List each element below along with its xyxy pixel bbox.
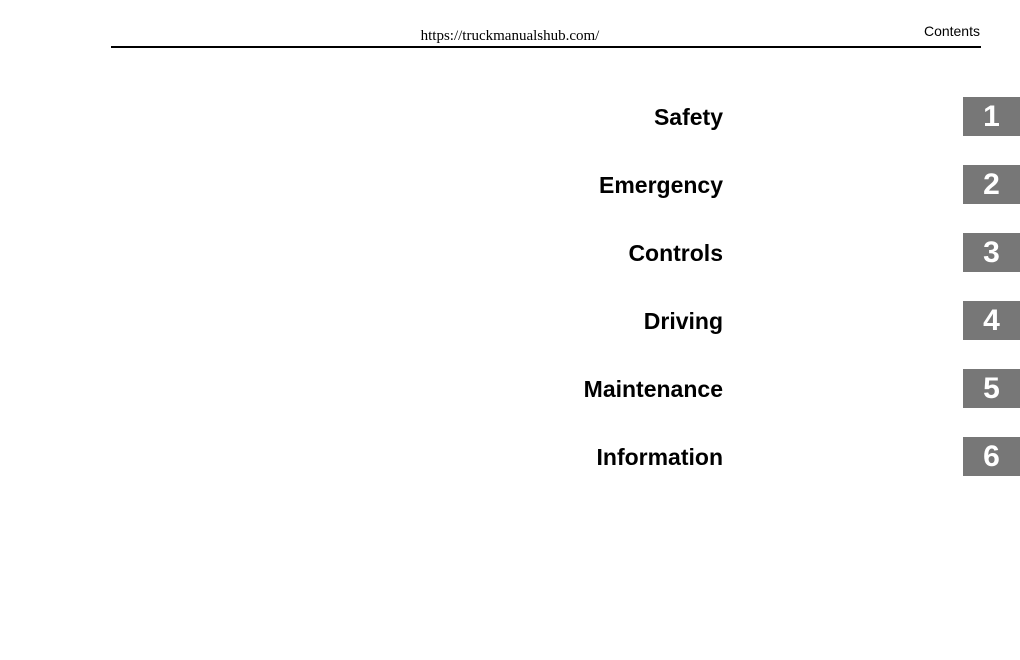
toc-item-controls[interactable] xyxy=(0,232,1020,300)
header-divider xyxy=(111,46,981,48)
toc-item-title[interactable]: Safety xyxy=(653,104,723,130)
toc-item-maintenance[interactable] xyxy=(0,368,1020,436)
toc-item-emergency[interactable] xyxy=(0,164,1020,232)
toc-item-safety[interactable] xyxy=(0,96,1020,164)
toc-item-title[interactable]: Driving xyxy=(643,308,723,334)
chapter-tab[interactable]: 2 xyxy=(963,165,1020,204)
toc-item-title[interactable]: Controls xyxy=(628,240,723,266)
chapter-tab[interactable]: 3 xyxy=(963,233,1020,272)
toc-item-title[interactable]: Maintenance xyxy=(583,376,723,402)
header-section-label: Contents xyxy=(923,23,980,39)
toc-item-driving[interactable] xyxy=(0,300,1020,368)
header-url-link[interactable]: https://truckmanualshub.com/ xyxy=(420,28,600,44)
chapter-tab[interactable]: 6 xyxy=(963,437,1020,476)
chapter-tab[interactable]: 5 xyxy=(963,369,1020,408)
chapter-tab[interactable]: 4 xyxy=(963,301,1020,340)
table-of-contents xyxy=(0,96,1020,504)
toc-item-title[interactable]: Emergency xyxy=(598,172,723,198)
toc-item-title[interactable]: Information xyxy=(596,444,723,470)
toc-item-information[interactable] xyxy=(0,436,1020,504)
chapter-tab[interactable]: 1 xyxy=(963,97,1020,136)
